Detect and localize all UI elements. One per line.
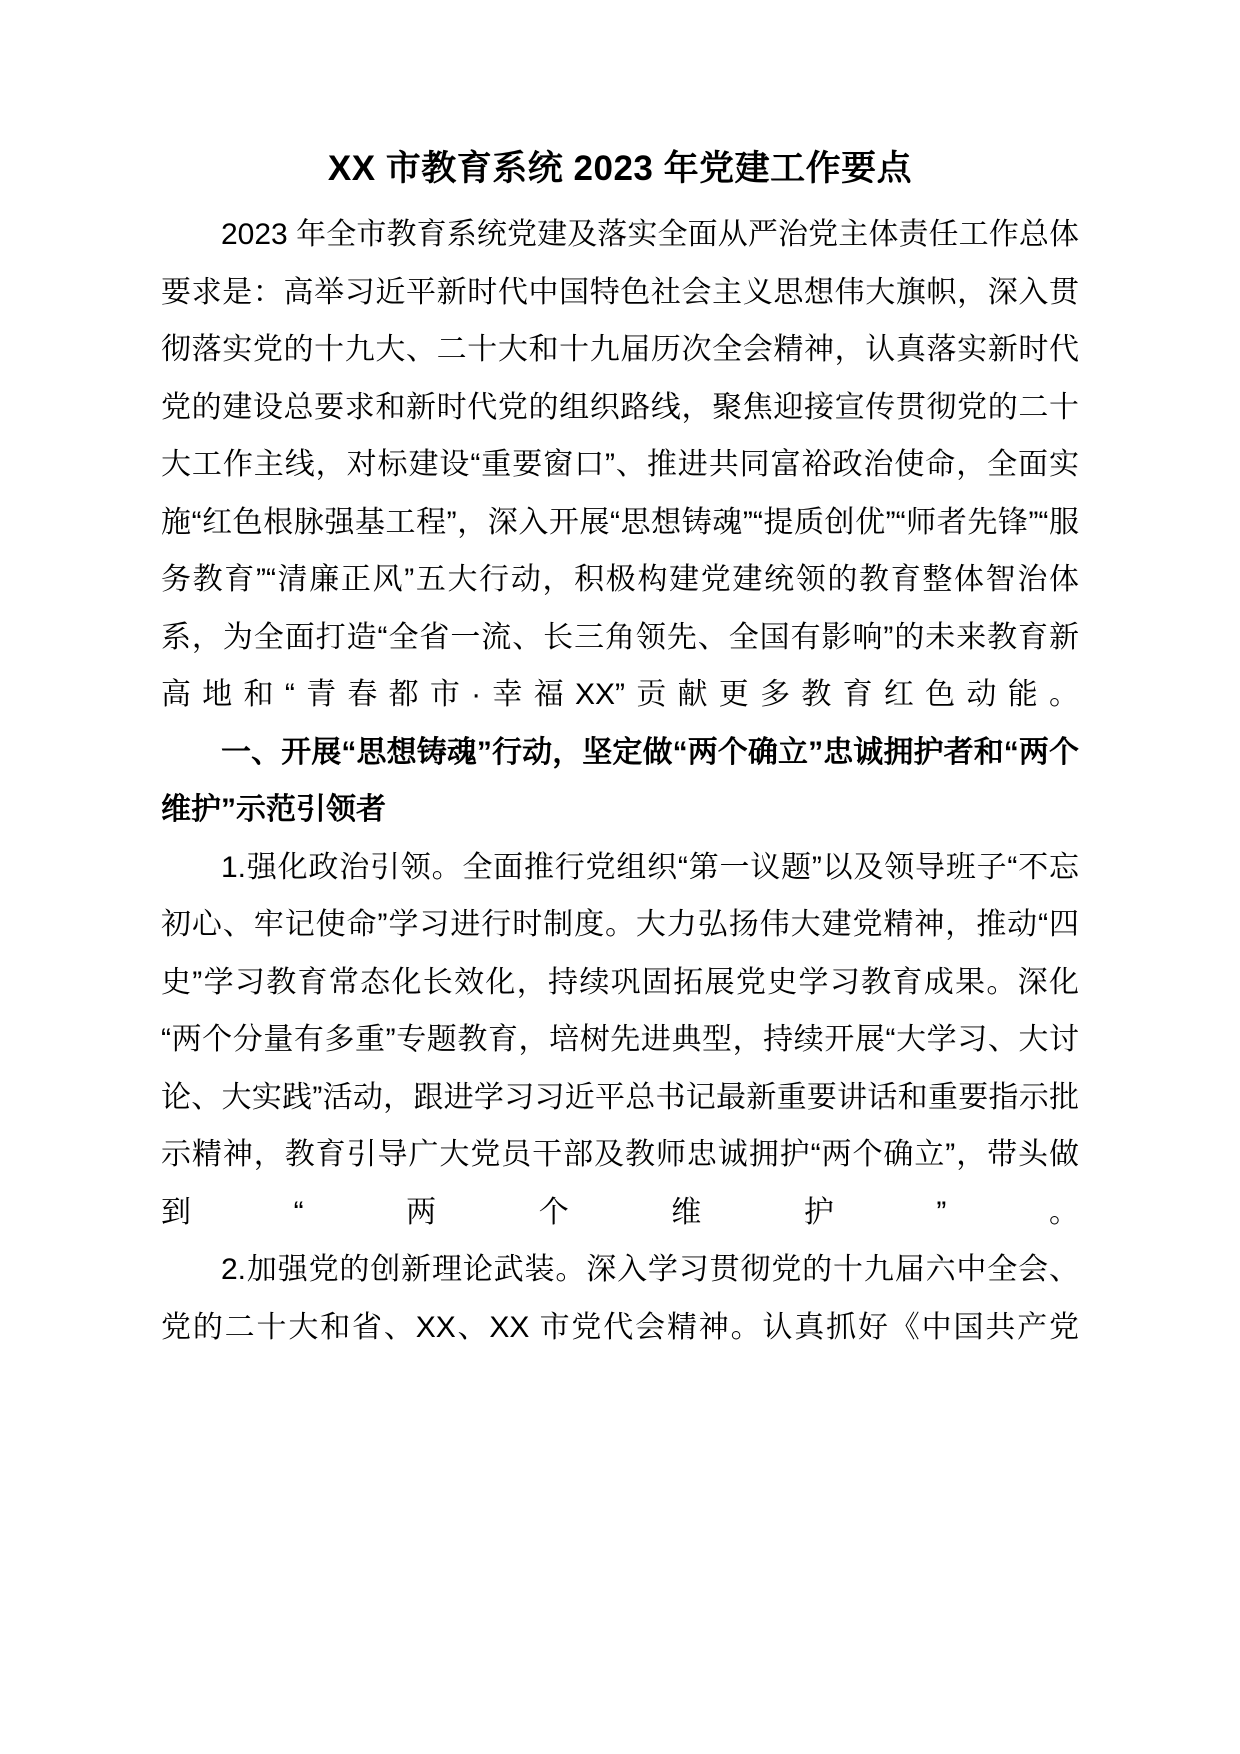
page-title: XX 市教育系统 2023 年党建工作要点 <box>327 149 913 188</box>
item-1-paragraph: 1.强化政治引领。全面推行党组织“第一议题”以及领导班子“不忘初心、牢记使命”学习进行时制度。大力弘扬伟大建党精神，推动“四史”学习教育常态化长效化，持续巩固拓展党史学习教育成果。深化“两个分量有多重”专题教育，培树先进典型，持续开展“大学习、大讨论、大实践”活动，跟进学习习近平总书记最新重要讲话和重要指示批示精神，教育引导广大党员干部及教师忠诚拥护“两个确立”，带头做到“两个维护”。 <box>161 850 1079 1229</box>
section-heading-one: 一、开展“思想铸魂”行动，坚定做“两个确立”忠诚拥护者和“两个维护”示范引领者 <box>161 735 1079 826</box>
item-2-paragraph: 2.加强党的创新理论武装。深入学习贯彻党的十九届六中全会、党的二十大和省、XX、XX 市党代会精神。认真抓好《中国共产党 <box>161 1253 1079 1344</box>
intro-paragraph: 2023 年全市教育系统党建及落实全面从严治党主体责任工作总体要求是：高举习近平新时代中国特色社会主义思想伟大旗帜，深入贯彻落实党的十九大、二十大和十九届历次全会精神，认真落实新时代党的建设总要求和新时代党的组织路线，聚焦迎接宣传贯彻党的二十大工作主线，对标建设“重要窗口”、推进共同富裕政治使命，全面实施“红色根脉强基工程”，深入开展“思想铸魂”“提质创优”“师者先锋”“服务教育”“清廉正风”五大行动，积极构建党建统领的教育整体智治体系，为全面打造“全省一流、长三角领先、全国有影响”的未来教育新高地和“青春都市·幸福XX”贡献更多教育红色动能。 <box>161 218 1079 711</box>
document-text-column <box>161 140 1079 1356</box>
